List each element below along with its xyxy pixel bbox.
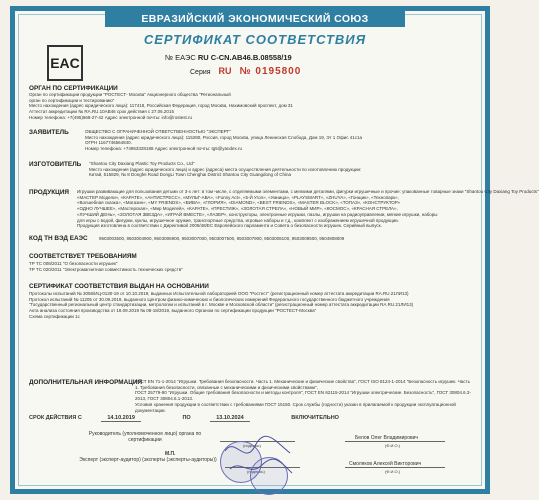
certificate-number: [165, 53, 292, 62]
basis-line: Акта анализа состояния производства от 18.09.2019 № 08-18/2019, выданного Органом по сертификации продукции "РОСТЕСТ-Москва": [29, 308, 317, 314]
signature-scribble: [220, 431, 300, 481]
validity-to-label: ПО: [182, 415, 191, 421]
basis-line: Протоколы испытаний № 3056/ИЦ-0130-19 от 10.10.2019, выданных Испытательной лабораторией ООО "Ростест" (регистрационный номер аттестата аккредитации RA.RU.21ЛИ13): [29, 291, 409, 296]
additional-title: ДОПОЛНИТЕЛЬНАЯ ИНФОРМАЦИЯ: [29, 379, 143, 386]
manufacturer-line: "Shantou City Daxiang Plastic Toy Products Co., Ltd": [89, 161, 195, 166]
series-code: RU: [218, 66, 232, 76]
tnved-body: [99, 236, 473, 242]
basis-line: Протокол испытаний № 11205 от 30.09.2019, выданного Центром физико-химических и биологических измерений Федерального государственного бюджетного учреждения: [29, 296, 390, 302]
manufacturer-line: Китай, 515829, № 8 Dongfei Road DongLi Town Chenghai District Shantou City Guangdong of China: [89, 172, 292, 178]
product-body: [77, 189, 539, 229]
expert-signature-caption: (подпись): [247, 469, 265, 474]
additional-line: ГОСТ 25779-90 "Игрушки. Общие требования безопасности и методы контроля", ГОСТ EN 62115-2014 "Игрушки электрические. Безопасность", ГОСТ 30804.6.3-2013, ГОСТ 30804.6.1-2013.: [135, 390, 471, 402]
product-title: ПРОДУКЦИЯ: [29, 189, 70, 196]
manufacturer-title: ИЗГОТОВИТЕЛЬ: [29, 161, 82, 168]
tnved-title: КОД ТН ВЭД ЕАЭС: [29, 235, 88, 242]
seal-label: М.П.: [165, 451, 176, 457]
union-title: ЕВРАЗИЙСКИЙ ЭКОНОМИЧЕСКИЙ СОЮЗ: [105, 11, 405, 27]
organ-title: ОРГАН ПО СЕРТИФИКАЦИИ: [29, 85, 118, 92]
organ-line: орган по сертификации и тестированию": [29, 97, 115, 103]
organ-line: Орган по сертификации продукции "РОСТЕСТ- Москва" Акционерного общества "Региональный: [29, 92, 231, 97]
head-signature-caption: (подпись): [243, 443, 261, 448]
head-name: Белов Олег Владимирович: [355, 435, 419, 441]
validity-row: [29, 415, 339, 421]
series-label: Серия: [190, 69, 211, 76]
product-line: Игрушки развивающие для пользования детьми от 3-х лет: в том числе, с отделяемыми элементами, с мелкими деталями, фигурки игрушечные и прочие: упакованные товарные знаки "Shantou City Daxiang Toy Products": [77, 189, 539, 194]
basis-line: Схема сертификации 1с: [29, 313, 80, 319]
product-line: «Волшебная сказка», «Магазин», «MY FRIENDS», «ВИВА», «ГЛОРИЯ», «DIAMOND», «BEST FRIENDS», «MASTER BLOCK», «ТОПАЗ», «КОНСТРУКТОР»: [77, 200, 401, 206]
expert-name-caption: (Ф.И.О.): [385, 469, 401, 474]
serial-number: № 0195800: [239, 66, 302, 77]
basis-line: "Государственный региональный центр стандартизации, метрологии и испытаний в г. Москве и Московской области" (регистрационный номер аттестата аккредитации RA.RU.21ЛИ13): [29, 302, 414, 308]
organ-line: Место нахождения (адрес юридического лица): 117418, Российская Федерация, город Москва, Нахимовский проспект, дом 31: [29, 103, 293, 109]
head-name-line: [345, 441, 445, 442]
requirements-line: ТР ТС 020/2011 "Электромагнитная совместимость технических средств": [29, 266, 183, 272]
product-line: «МАСТЕР Модели», «КАРАТЕ», «АНТИСТРЕСС», «МУЛЬТ-АВА», «Funny Act», «5-Й Угол», «Умница», «PLAYSMART», «ZHUYA», «Гонщик», «Технопарк»,: [77, 194, 399, 200]
product-line: «ОДНО ЛУЧШЕЕ», «Мастерская», «Мир Моделей», «КАРАТЕ», «ПРЕСТИЖ», «ЗОЛОТАЯ СТРЕЛА», «НОВЫЙ МИР», «КОСМОС», «КРАСНАЯ СТРЕЛА»,: [77, 206, 398, 212]
certificate-title: СЕРТИФИКАТ СООТВЕТСТВИЯ: [143, 32, 367, 47]
requirements-line: ТР ТС 008/2011 "О безопасности игрушек": [29, 261, 118, 266]
organ-line: Номер телефона: +7(495)668-27-42 Адрес электронной почты: info@rostest.ru: [29, 114, 193, 120]
applicant-line: Место нахождения (адрес юридического лица): 115280, Россия, город Москва, улица Ленинская Слобода, Дом 19, Эт 1 Офис 41с1а: [85, 134, 363, 140]
validity-suffix: ВКЛЮЧИТЕЛЬНО: [291, 415, 339, 421]
product-line: Продукция изготовлена в соответствии с Директивой 2009/48/ЕС Европейского парламента и Совета о безопасности игрушек. Серийный выпуск.: [77, 223, 382, 229]
product-line: для игры с водой, фигурки, куклы, игрушечное оружие, транспортные средства, игровые наборы и т.д., комплект с изображением игрушечной продукции.: [77, 217, 399, 223]
head-name-caption: (Ф.И.О.): [385, 443, 401, 448]
basis-body: [29, 291, 473, 320]
product-line: «ЛУЧШИЙ ДЕНЬ», «ЗОЛОТАЯ ЗВЕЗДА», «ИГРАЙ ВМЕСТЕ», «ЛАЗЕР», конструкторы, электронные игрушки, пазлы, игрушки на радиоуправлении, мягкие игрушки, наборы: [77, 211, 438, 217]
expert-name-line: [345, 467, 445, 468]
head-label: Руководитель (уполномоченное лицо) органа по сертификации: [88, 431, 202, 443]
applicant-title: ЗАЯВИТЕЛЬ: [29, 129, 69, 136]
applicant-line: ОБЩЕСТВО С ОГРАНИЧЕННОЙ ОТВЕТСТВЕННОСТЬЮ "ЭКСПЕРТ": [85, 129, 231, 134]
additional-body: [135, 379, 473, 413]
requirements-body: [29, 261, 473, 272]
number-value: RU C-CN.АВ46.В.08558/19: [197, 53, 292, 62]
validity-from-date: 14.10.2019: [101, 415, 141, 422]
number-label: № ЕАЭС: [165, 53, 196, 62]
additional-line: Условия хранения продукции в соответствии с требованиями ГОСТ 15150. Срок службы (годности) указан в прилагаемой к продукции эксплуатационной документации.: [135, 401, 456, 413]
expert-name: Смоляков Алексей Викторович: [349, 461, 422, 467]
organ-line: Аттестат аккредитации № RA.RU.10АВ46 срок действия с 27.06.2015: [29, 109, 174, 115]
eac-logo: EAC: [47, 45, 83, 81]
validity-to-date: 13.10.2024: [210, 415, 250, 422]
expert-label: Эксперт (эксперт-аудитор) (эксперты (эксперты-аудиторы)): [79, 457, 217, 463]
applicant-line: Номер телефона: +74953328188 Адрес электронной почты: tg5@yandex.ru: [85, 146, 243, 152]
basis-title: СЕРТИФИКАТ СООТВЕТСТВИЯ ВЫДАН НА ОСНОВАНИИ: [29, 283, 209, 290]
additional-line: ГОСТ EN 71-1-2014 "Игрушки. Требования безопасности. Часть 1. Механические и физические свойства", ГОСТ ISO 8124-1-2014 "Безопасность игрушек. Часть 1. Требования безопасности, связанные с механическими и физическими свойствами",: [135, 379, 470, 390]
requirements-title: СООТВЕТСТВУЕТ ТРЕБОВАНИЯМ: [29, 253, 137, 260]
tnved-line: 9503003500, 9503004900, 9503006900, 9503007000, 9503007500, 9503007900, 9503008100, 9503009500, 9504908009: [99, 236, 345, 241]
manufacturer-line: Место нахождения (адрес юридического лица) и адрес (адреса) места осуществления деятельности по изготовлению продукции:: [89, 166, 362, 172]
series-row: [190, 66, 301, 77]
certificate-sheet: [10, 6, 539, 494]
organ-body: [29, 92, 473, 121]
applicant-line: ОГРН 1167746564840.: [85, 140, 132, 146]
applicant-body: [85, 129, 473, 152]
manufacturer-body: [89, 161, 473, 178]
validity-from-label: СРОК ДЕЙСТВИЯ С: [29, 415, 82, 421]
